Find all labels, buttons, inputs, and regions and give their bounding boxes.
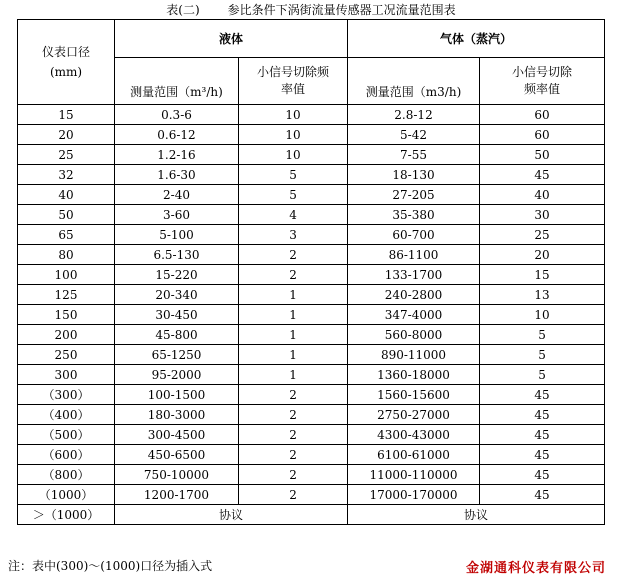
cell-liquid-range: 5-100	[115, 225, 239, 245]
header-gas-cutoff-line2: 频率值	[524, 82, 561, 96]
table-row	[18, 285, 605, 305]
cell-liquid-range: 15-220	[115, 265, 239, 285]
cell-gas-range: 2750-27000	[348, 405, 480, 425]
cell-size: 25	[18, 145, 115, 165]
cell-size: 80	[18, 245, 115, 265]
company-name: 金湖通科仪表有限公司	[465, 561, 606, 576]
header-liquid: 液体	[115, 20, 348, 58]
cell-size: （1000）	[18, 485, 115, 505]
cell-liquid-cutoff: 4	[239, 205, 348, 225]
header-gas: 气体（蒸汽）	[348, 20, 605, 58]
cell-gas-range: 347-4000	[348, 305, 480, 325]
cell-gas-cutoff: 45	[480, 425, 605, 445]
cell-gas-cutoff: 15	[480, 265, 605, 285]
cell-liquid-cutoff: 10	[239, 105, 348, 125]
cell-liquid-cutoff: 2	[239, 405, 348, 425]
header-gas-range: 测量范围（m3/h)	[348, 58, 480, 105]
table-row	[18, 205, 605, 225]
table-row	[18, 325, 605, 345]
cell-liquid-cutoff: 2	[239, 485, 348, 505]
cell-liquid-cutoff: 10	[239, 145, 348, 165]
table-row	[18, 185, 605, 205]
cell-size: （600）	[18, 445, 115, 465]
header-liquid-range: 测量范围（m³/h)	[115, 58, 239, 105]
cell-liquid-cutoff: 2	[239, 425, 348, 445]
cell-liquid-cutoff: 1	[239, 305, 348, 325]
cell-size: （300）	[18, 385, 115, 405]
cell-gas-range: 4300-43000	[348, 425, 480, 445]
cell-liquid-range: 45-800	[115, 325, 239, 345]
cell-gas-cutoff: 45	[480, 445, 605, 465]
table-row	[18, 305, 605, 325]
table-row	[18, 105, 605, 125]
cell-gas-cutoff: 45	[480, 165, 605, 185]
cell-size: 300	[18, 365, 115, 385]
cell-gas-range: 6100-61000	[348, 445, 480, 465]
cell-liquid-range: 2-40	[115, 185, 239, 205]
cell-liquid-cutoff: 1	[239, 345, 348, 365]
table-row	[18, 425, 605, 445]
cell-liquid-cutoff: 2	[239, 245, 348, 265]
cell-liquid-cutoff: 3	[239, 225, 348, 245]
table-row	[18, 345, 605, 365]
table-row	[18, 265, 605, 285]
cell-liquid-cutoff: 10	[239, 125, 348, 145]
cell-gas-range: 1360-18000	[348, 365, 480, 385]
cell-gas-range: 60-700	[348, 225, 480, 245]
cell-liquid-cutoff: 2	[239, 445, 348, 465]
cell-liquid-range: 750-10000	[115, 465, 239, 485]
table-row	[18, 465, 605, 485]
table-row	[18, 445, 605, 465]
cell-size: （800）	[18, 465, 115, 485]
cell-size: 40	[18, 185, 115, 205]
cell-size: 20	[18, 125, 115, 145]
header-liquid-cutoff-line2: 率值	[281, 82, 306, 96]
header-row-groups	[18, 20, 605, 58]
table-row	[18, 485, 605, 505]
cell-size: ＞（1000）	[18, 505, 115, 525]
cell-gas-range: 7-55	[348, 145, 480, 165]
header-size	[18, 20, 115, 105]
table-row	[18, 365, 605, 385]
cell-gas-range: 1560-15600	[348, 385, 480, 405]
cell-gas-cutoff: 25	[480, 225, 605, 245]
cell-gas-cutoff: 20	[480, 245, 605, 265]
cell-gas-cutoff: 10	[480, 305, 605, 325]
cell-gas-cutoff: 40	[480, 185, 605, 205]
cell-liquid-cutoff: 2	[239, 385, 348, 405]
cell-liquid-cutoff: 2	[239, 265, 348, 285]
cell-liquid-range: 0.3-6	[115, 105, 239, 125]
cell-liquid-range: 6.5-130	[115, 245, 239, 265]
table-row	[18, 145, 605, 165]
cell-size: 150	[18, 305, 115, 325]
header-gas-cutoff	[480, 58, 605, 105]
cell-liquid-range: 1200-1700	[115, 485, 239, 505]
table-row	[18, 245, 605, 265]
cell-gas-cutoff: 50	[480, 145, 605, 165]
cell-liquid-range: 65-1250	[115, 345, 239, 365]
cell-gas-range: 35-380	[348, 205, 480, 225]
cell-gas-cutoff: 60	[480, 125, 605, 145]
cell-gas-cutoff: 5	[480, 365, 605, 385]
flow-range-table	[17, 19, 605, 525]
cell-liquid-range: 300-4500	[115, 425, 239, 445]
header-liquid-cutoff-line1: 小信号切除频	[257, 65, 330, 79]
cell-gas-range: 133-1700	[348, 265, 480, 285]
cell-liquid-cutoff: 1	[239, 285, 348, 305]
table-row	[18, 405, 605, 425]
cell-liquid-cutoff: 5	[239, 165, 348, 185]
cell-gas-cutoff: 45	[480, 405, 605, 425]
footnote: 注：表中(300)～(1000)口径为插入式	[8, 559, 213, 573]
cell-gas-cutoff: 5	[480, 325, 605, 345]
header-liquid-cutoff	[239, 58, 348, 105]
cell-gas-cutoff: 45	[480, 485, 605, 505]
cell-gas-range: 17000-170000	[348, 485, 480, 505]
cell-liquid-range: 0.6-12	[115, 125, 239, 145]
cell-gas-range: 86-1100	[348, 245, 480, 265]
cell-gas-range: 5-42	[348, 125, 480, 145]
cell-size: 32	[18, 165, 115, 185]
cell-gas-range: 560-8000	[348, 325, 480, 345]
cell-gas-cutoff: 30	[480, 205, 605, 225]
cell-liquid-cutoff: 5	[239, 185, 348, 205]
header-size-line1: 仪表口径	[41, 45, 90, 59]
table-title	[0, 2, 622, 18]
cell-gas-cutoff: 60	[480, 105, 605, 125]
cell-liquid-range: 100-1500	[115, 385, 239, 405]
table-row-last	[18, 505, 605, 525]
cell-size: （400）	[18, 405, 115, 425]
cell-gas-cutoff: 45	[480, 385, 605, 405]
cell-size: （500）	[18, 425, 115, 445]
cell-size: 50	[18, 205, 115, 225]
cell-size: 125	[18, 285, 115, 305]
table-number: 表(二)	[166, 3, 200, 17]
cell-liquid-range: 95-2000	[115, 365, 239, 385]
cell-gas-range: 18-130	[348, 165, 480, 185]
cell-gas-range: 11000-110000	[348, 465, 480, 485]
cell-size: 15	[18, 105, 115, 125]
cell-liquid-range: 20-340	[115, 285, 239, 305]
table-caption: 参比条件下涡街流量传感器工况流量范围表	[227, 3, 456, 17]
header-size-line2: (mm)	[49, 65, 83, 79]
cell-size: 65	[18, 225, 115, 245]
cell-size: 200	[18, 325, 115, 345]
cell-gas-range: 240-2800	[348, 285, 480, 305]
table-row	[18, 125, 605, 145]
cell-size: 100	[18, 265, 115, 285]
cell-gas-range: 27-205	[348, 185, 480, 205]
cell-size: 250	[18, 345, 115, 365]
cell-liquid-range: 3-60	[115, 205, 239, 225]
cell-liquid-range: 30-450	[115, 305, 239, 325]
cell-liquid-range: 1.2-16	[115, 145, 239, 165]
cell-gas-cutoff: 5	[480, 345, 605, 365]
header-gas-cutoff-line1: 小信号切除	[512, 65, 573, 79]
cell-gas-cutoff: 45	[480, 465, 605, 485]
cell-liquid-cutoff: 2	[239, 465, 348, 485]
cell-liquid-agreement: 协议	[115, 505, 348, 525]
cell-liquid-range: 450-6500	[115, 445, 239, 465]
cell-liquid-range: 1.6-30	[115, 165, 239, 185]
cell-liquid-range: 180-3000	[115, 405, 239, 425]
cell-liquid-cutoff: 1	[239, 365, 348, 385]
table-row	[18, 225, 605, 245]
table-row	[18, 385, 605, 405]
cell-gas-range: 890-11000	[348, 345, 480, 365]
cell-gas-range: 2.8-12	[348, 105, 480, 125]
cell-gas-cutoff: 13	[480, 285, 605, 305]
cell-liquid-cutoff: 1	[239, 325, 348, 345]
table-row	[18, 165, 605, 185]
cell-gas-agreement: 协议	[348, 505, 605, 525]
